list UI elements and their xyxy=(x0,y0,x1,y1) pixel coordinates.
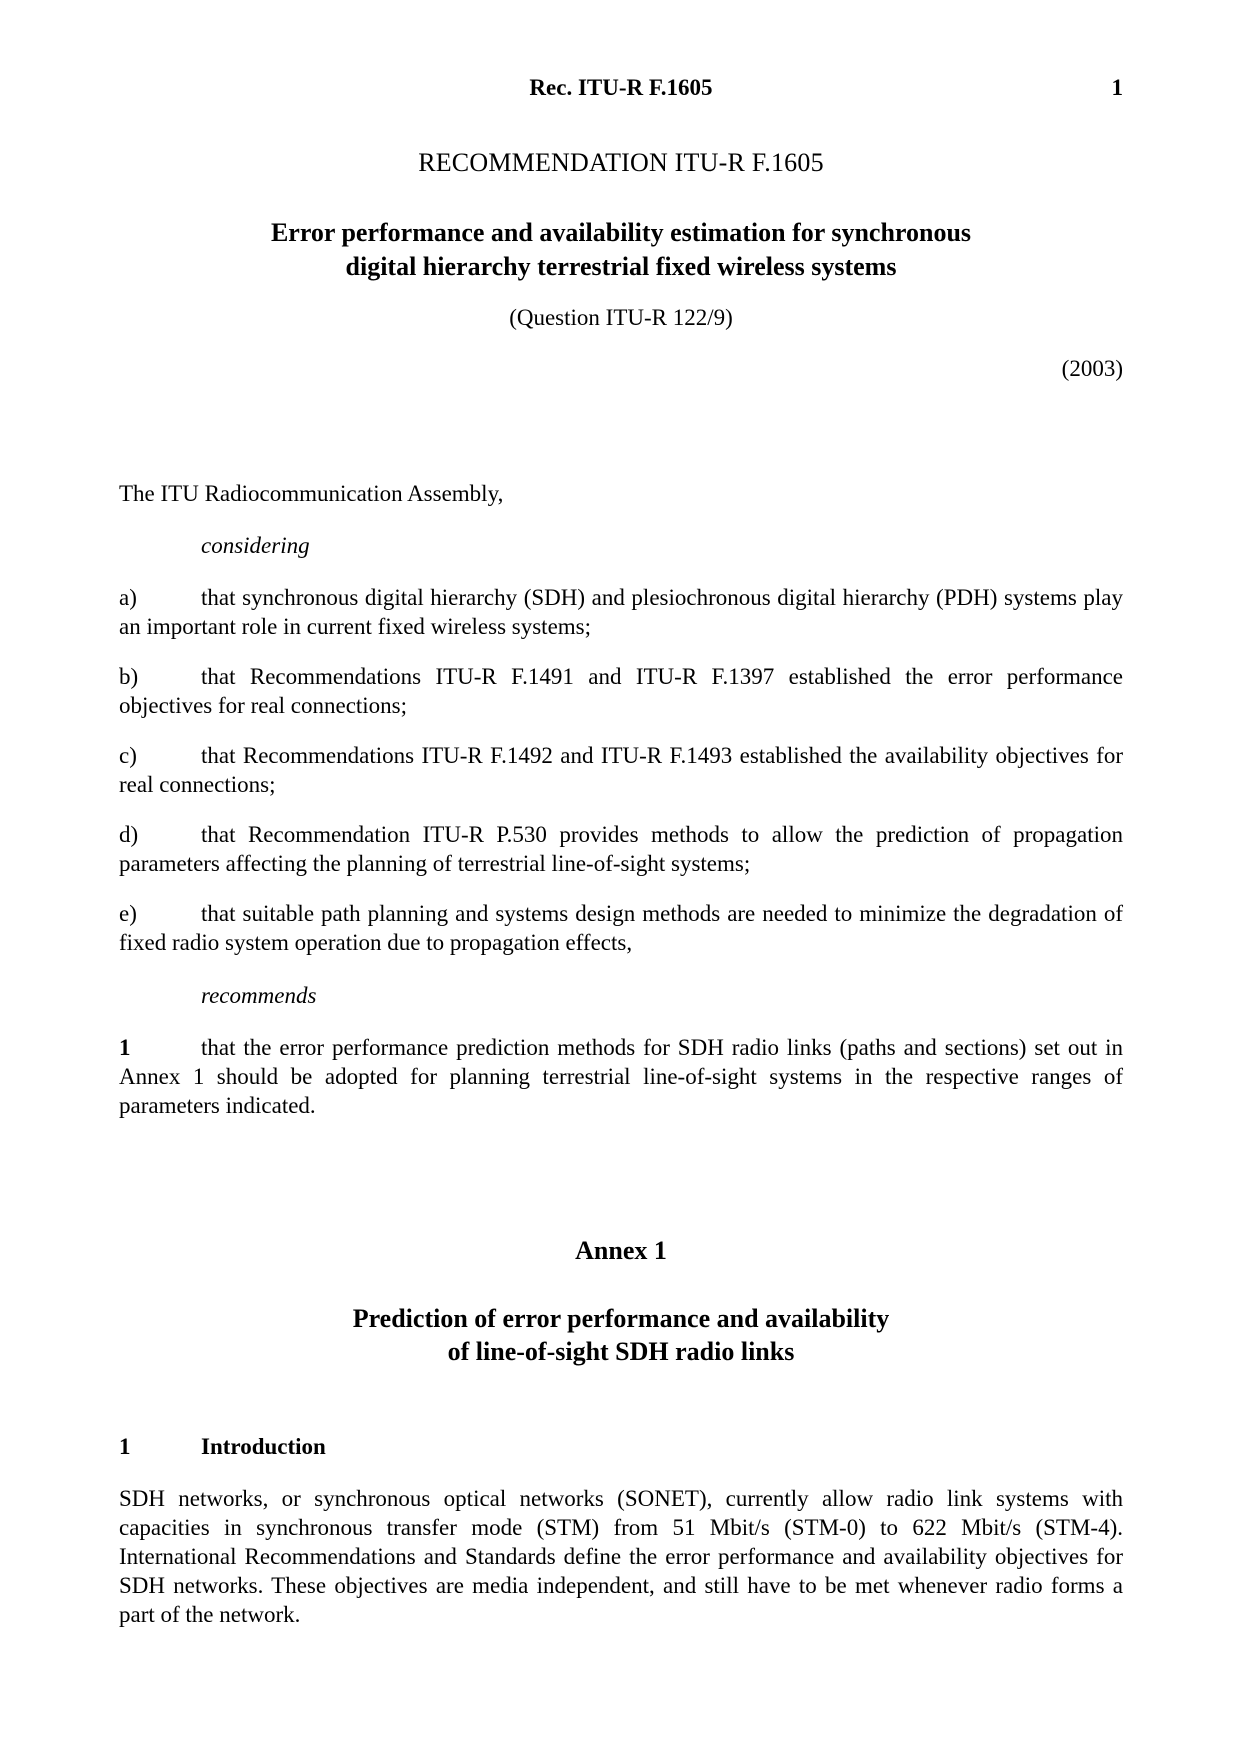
item-label: b) xyxy=(119,664,139,689)
item-label: 1 xyxy=(119,1035,131,1060)
running-header-title: Rec. ITU-R F.1605 xyxy=(529,75,713,100)
annex-subtitle-line-2: of line-of-sight SDH radio links xyxy=(447,1337,795,1366)
item-text: that Recommendations ITU-R F.1492 and ITU-R F.1493 established the availability objectives for real connections; xyxy=(119,743,1123,797)
annex-subtitle xyxy=(119,1302,1123,1368)
item-text: that the error performance prediction methods for SDH radio links (paths and sections) set out in Annex 1 should be adopted for planning terrestrial line-of-sight systems in the respective ranges of parameters indicated. xyxy=(119,1035,1123,1118)
document-page xyxy=(119,0,1123,1755)
item-text: that Recommendation ITU-R P.530 provides methods to allow the prediction of propagation parameters affecting the planning of terrestrial line-of-sight systems; xyxy=(119,822,1123,876)
section-heading xyxy=(119,1434,326,1460)
item-text: that suitable path planning and systems design methods are needed to minimize the degradation of fixed radio system operation due to propagation effects, xyxy=(119,901,1123,955)
item-text: that Recommendations ITU-R F.1491 and ITU-R F.1397 established the error performance objectives for real connections; xyxy=(119,664,1123,718)
document-title-line-2: digital hierarchy terrestrial fixed wireless systems xyxy=(345,252,897,281)
recommends-heading: recommends xyxy=(201,983,317,1008)
considering-item-a xyxy=(119,583,1123,641)
annex-subtitle-line-1: Prediction of error performance and availability xyxy=(352,1304,890,1333)
page-number: 1 xyxy=(1111,75,1123,100)
considering-item-c xyxy=(119,741,1123,799)
approval-year: (2003) xyxy=(1061,356,1123,381)
considering-item-b xyxy=(119,662,1123,720)
section-number: 1 xyxy=(119,1434,131,1459)
document-title xyxy=(119,216,1123,284)
recommends-item-1 xyxy=(119,1033,1123,1120)
document-title-line-1: Error performance and availability estimation for synchronous xyxy=(270,218,972,247)
item-label: e) xyxy=(119,901,137,926)
item-label: c) xyxy=(119,743,137,768)
annex-title: Annex 1 xyxy=(575,1236,667,1265)
recommendation-number: RECOMMENDATION ITU-R F.1605 xyxy=(418,148,824,177)
assembly-statement: The ITU Radiocommunication Assembly, xyxy=(119,481,504,506)
introduction-paragraph: SDH networks, or synchronous optical networks (SONET), currently allow radio link systems with capacities in synchronous transfer mode (STM) from 51 Mbit/s (STM-0) to 622 Mbit/s (STM-4). International Recommendations and Standards define the error performance and availability objectives for SDH networks. These objectives are media independent, and still have to be met whenever radio forms a part of the network. xyxy=(119,1486,1123,1627)
running-header xyxy=(119,75,1123,105)
item-label: d) xyxy=(119,822,139,847)
question-reference: (Question ITU-R 122/9) xyxy=(509,305,733,330)
considering-item-d xyxy=(119,820,1123,878)
item-label: a) xyxy=(119,585,137,610)
considering-heading: considering xyxy=(201,533,310,558)
item-text: that synchronous digital hierarchy (SDH) and plesiochronous digital hierarchy (PDH) systems play an important role in current fixed wireless systems; xyxy=(119,585,1123,639)
considering-item-e xyxy=(119,899,1123,957)
section-title: Introduction xyxy=(201,1434,326,1459)
